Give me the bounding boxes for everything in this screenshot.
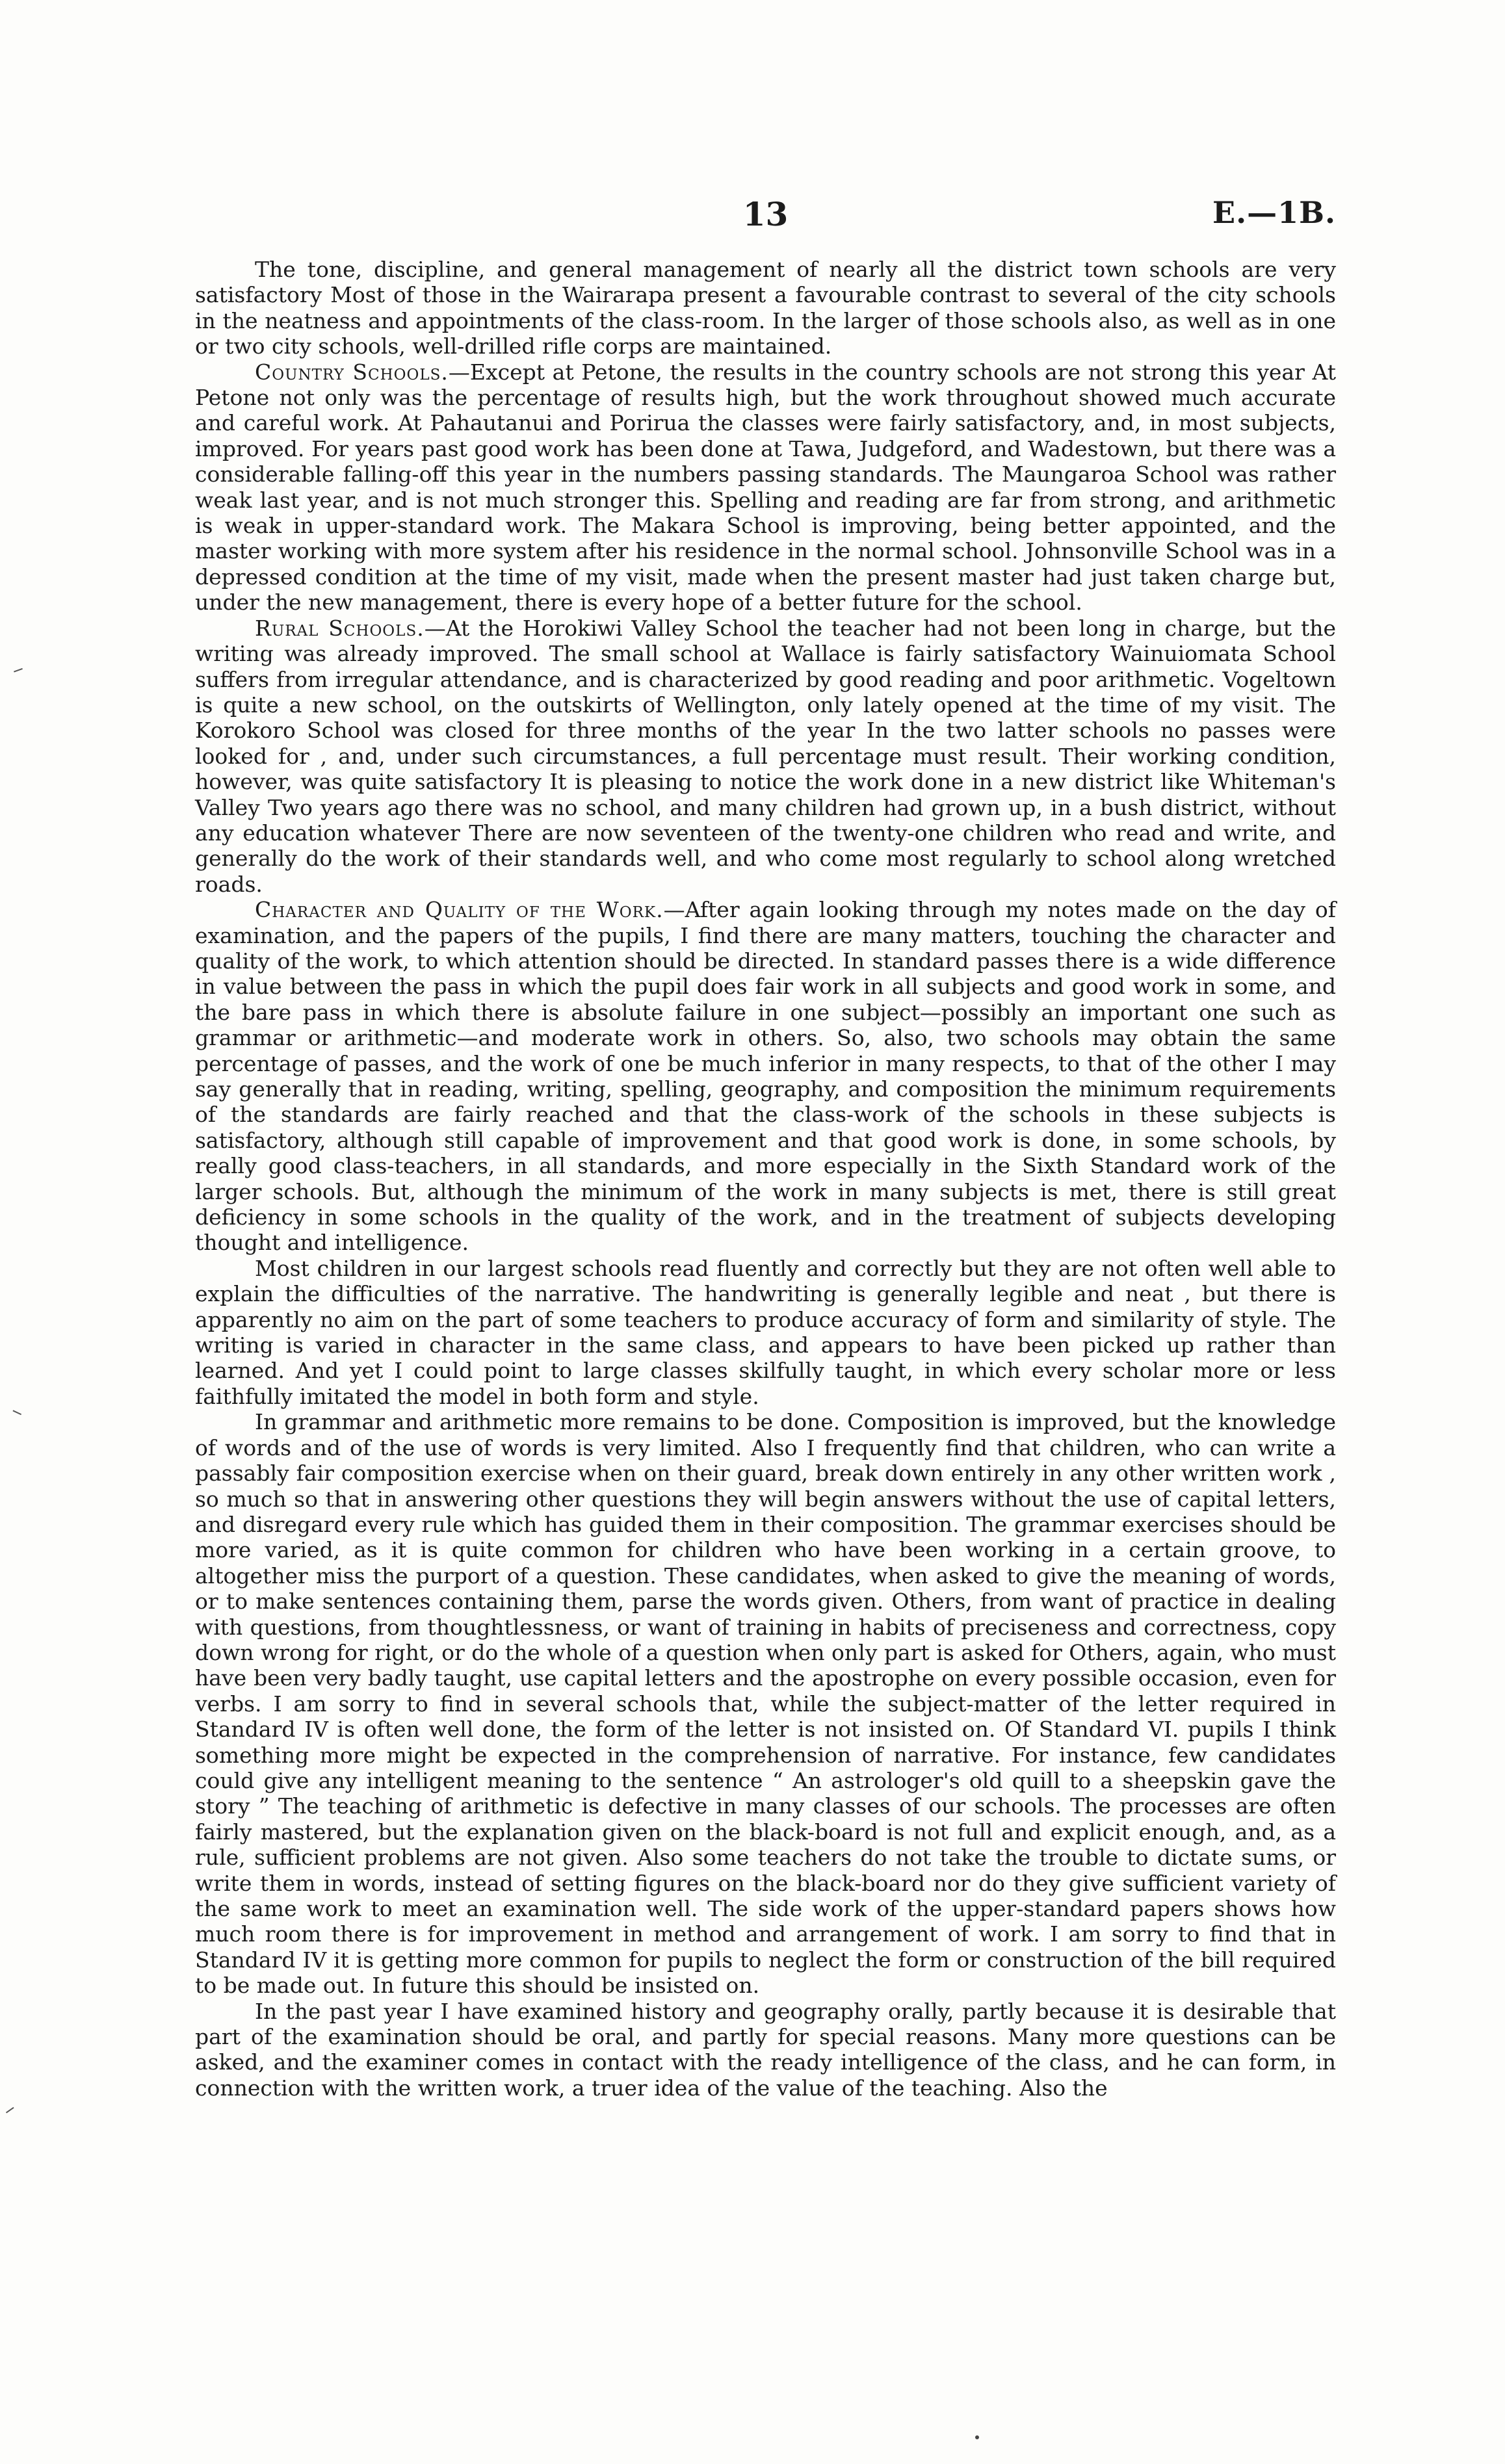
paragraph-heading: Rural Schools. <box>255 615 425 641</box>
paragraph <box>195 359 1336 616</box>
paragraph-text: In the past year I have examined history and geography orally, partly because it is desirable that part of the examination should be oral, and partly for special reasons. Many more questions can be asked, and the examiner comes in contact with the ready intelligence of the class, and he can form, in connection with the written work, a truer idea of the value of the teaching. Also the <box>195 1998 1336 2101</box>
paragraph <box>195 257 1336 359</box>
paragraph <box>195 1999 1336 2101</box>
margin-blemish <box>6 2107 16 2117</box>
report-body <box>195 257 1336 2101</box>
paragraph-text: Most children in our largest schools read fluently and correctly but they are not often well able to explain the difficulties of the narrative. The handwriting is generally legible and neat , but there is apparently no aim on the part of some teachers to produce accuracy of form and similarity of style. The writing is varied in character in the same class, and appears to have been picked up rather than learned. And yet I could point to large classes skilfully taught, in which every scholar more or less faithfully imitated the model in both form and style. <box>195 1255 1336 1409</box>
paragraph-text: —After again looking through my notes made on the day of examination, and the papers of the pupils, I find there are many matters, touching the character and quality of the work, to which attention should be directed. In standard passes there is a wide difference in value between the pass in which the pupil does fair work in all subjects and good work in some, and the bare pass in which there is absolute failure in one subject—possibly an important one such as grammar or arithmetic—and moderate work in others. So, also, two schools may obtain the same percentage of passes, and the work of one be much inferior in many respects, to that of the other I may say generally that in reading, writing, spelling, geography, and composition the minimum requirements of the standards are fairly reached and that the class-work of the schools in these subjects is satisfactory, although still capable of improvement and that good work is done, in some schools, by really good class-teachers, in all standards, and more especially in the Sixth Standard work of the larger schools. But, although the minimum of the work in many subjects is met, there is still great deficiency in some schools in the quality of the work, and in the treatment of subjects developing thought and intelligence. <box>195 897 1336 1256</box>
margin-blemish <box>14 668 24 676</box>
paragraph-heading: Character and Quality of the Work. <box>255 897 664 923</box>
paragraph <box>195 616 1336 897</box>
paragraph <box>195 1409 1336 1998</box>
paragraph-text: The tone, discipline, and general management of nearly all the district town schools are very satisfactory Most of those in the Wairarapa present a favourable contrast to several of the city schools in the neatness and appointments of the class-room. In the larger of those schools also, as well as in one or two city schools, well-drilled rifle corps are maintained. <box>195 257 1336 359</box>
paragraph-text: —At the Horokiwi Valley School the teacher had not been long in charge, but the writing was already improved. The small school at Wallace is fairly satisfactory Wainuiomata School suffers from irregular attendance, and is characterized by good reading and poor arithmetic. Vogeltown is quite a new school, on the outskirts of Wellington, only lately opened at the time of my visit. The Korokoro School was closed for three months of the year In the two latter schools no passes were looked for , and, under such circumstances, a full percentage must result. Their working condition, however, was quite satisfactory It is pleasing to notice the work done in a new district like Whiteman's Valley Two years ago there was no school, and many children had grown up, in a bush district, without any education whatever There are now seventeen of the twenty-one children who read and write, and generally do the work of their standards well, and who come most regularly to school along wretched roads. <box>195 615 1337 897</box>
print-speck <box>975 2435 979 2439</box>
page-reference: E.—1B. <box>1212 195 1336 230</box>
paragraph <box>195 1256 1336 1409</box>
paragraph <box>195 897 1336 1256</box>
paragraph-text: —Except at Petone, the results in the country schools are not strong this year At Petone not only was the percentage of results high, but the work throughout showed much accurate and careful work. At Pahautanui and Porirua the classes were fairly satisfactory, and, in most subjects, improved. For years past good work has been done at Tawa, Judgeford, and Wadestown, but there was a considerable falling-off this year in the numbers passing standards. The Maungaroa School was rather weak last year, and is not much stronger this. Spelling and reading are far from strong, and arithmetic is weak in upper-standard work. The Makara School is improving, being better appointed, and the master working with more system after his residence in the normal school. Johnsonville School was in a depressed condition at the time of my visit, made when the present master had just taken charge but, under the new management, there is every hope of a better future for the school. <box>195 359 1337 616</box>
margin-blemish <box>11 1410 21 1418</box>
paragraph-heading: Country Schools. <box>255 359 449 385</box>
page-header <box>195 195 1336 240</box>
paragraph-text: In grammar and arithmetic more remains to be done. Composition is improved, but the knowledge of words and of the use of words is very limited. Also I frequently find that children, who can write a passably fair composition exercise when on their guard, break down entirely in any other written work , so much so that in answering other questions they will begin answers without the use of capital letters, and disregard every rule which has guided them in their composition. The grammar exercises should be more varied, as it is quite common for children who have been working in a certain groove, to altogether miss the purport of a question. These candidates, when asked to give the meaning of words, or to make sentences containing them, parse the words given. Others, from want of practice in dealing with questions, from thoughtlessness, or want of training in habits of preciseness and correctness, copy down wrong for right, or do the whole of a question when only part is asked for Others, again, who must have been very badly taught, use capital letters and the apostrophe on every possible occasion, even for verbs. I am sorry to find in several schools that, while the subject-matter of the letter required in Standard IV is often well done, the form of the letter is not insisted on. Of Standard VI. pupils I think something more might be expected in the comprehension of narrative. For instance, few candidates could give any intelligent meaning to the sentence “ An astrologer's old quill to a sheepskin gave the story ” The teaching of arithmetic is defective in many classes of our schools. The processes are often fairly mastered, but the explanation given on the black-board is not full and explicit enough, and, as a rule, sufficient problems are not given. Also some teachers do not take the trouble to dictate sums, or write them in words, instead of setting figures on the black-board nor do they give sufficient variety of the same work to meet an examination well. The side work of the upper-standard papers shows how much room there is for improvement in method and arrangement of work. I am sorry to find that in Standard IV it is getting more common for pupils to neglect the form or construction of the bill required to be made out. In future this should be insisted on. <box>195 1409 1336 1999</box>
page-number: 13 <box>742 195 789 233</box>
